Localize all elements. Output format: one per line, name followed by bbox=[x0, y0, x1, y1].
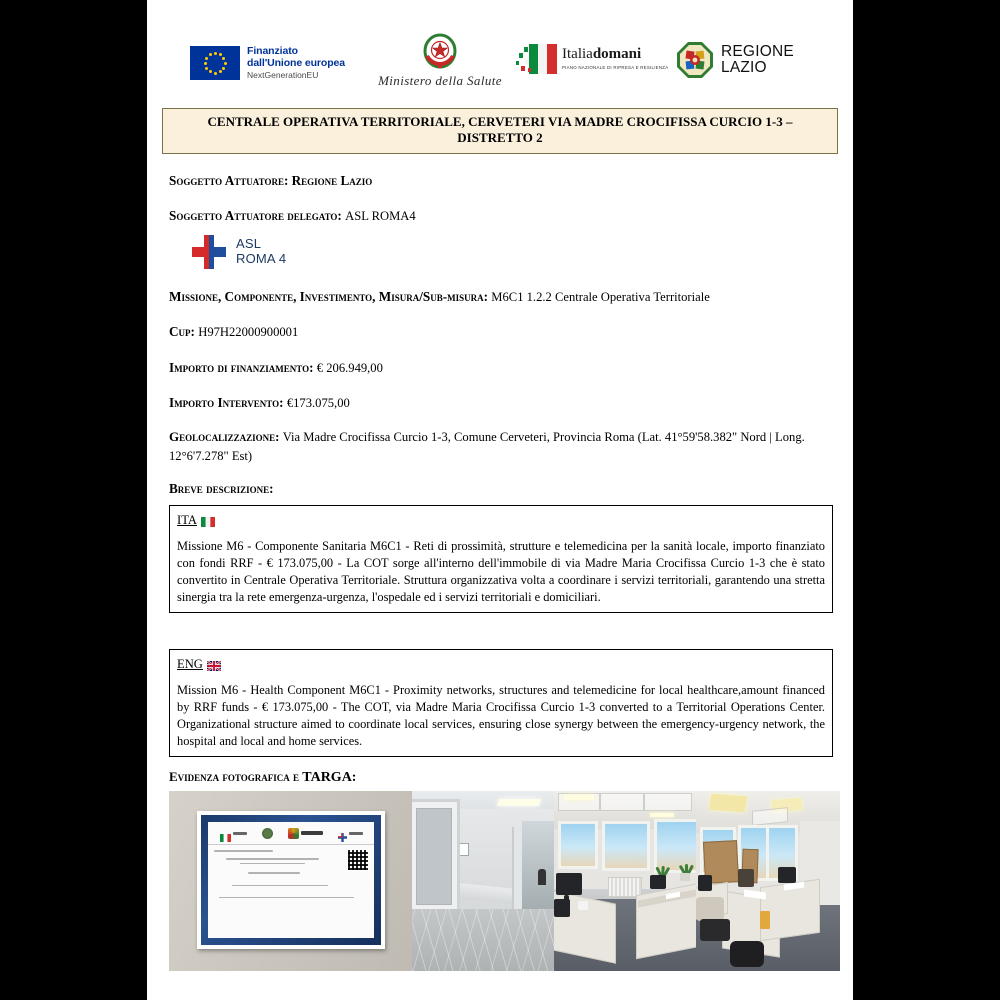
field-breve-descrizione bbox=[169, 480, 833, 497]
ceiling-tile bbox=[644, 793, 692, 811]
office-chair bbox=[730, 941, 764, 967]
office-equipment bbox=[650, 875, 666, 889]
field-geolocalizzazione-value: Via Madre Crocifissa Curcio 1-3, Comune Cerveteri, Provincia Roma (Lat. 41°59'58.382" Nord | Long. 12°6'7.278" Est) bbox=[169, 430, 805, 464]
plaque-text-line bbox=[214, 850, 273, 852]
ministry-of-health-logo bbox=[375, 32, 505, 89]
field-importo-finanziamento bbox=[169, 359, 833, 376]
plaque-asl-logo bbox=[338, 829, 363, 838]
language-tag-eng bbox=[177, 657, 221, 672]
eu-logo-line3: NextGenerationEU bbox=[247, 69, 319, 80]
plaque-text-line bbox=[248, 872, 300, 874]
ceiling-tile bbox=[600, 793, 644, 811]
document-body bbox=[147, 172, 853, 972]
plaque-text-line bbox=[219, 897, 355, 898]
description-box-ita bbox=[169, 505, 833, 613]
description-text-eng: Mission M6 - Health Component M6C1 - Proximity networks, structures and telemedicine for local healthcare,amount financed by RRF funds - € 173.075,00 - The COT, via Madre Maria Crocifissa Curcio 1-3 converted to a Territorial Operations Center. Organizational structure aimed to coordinate local services, ensuring close synergy between the emergency-urgency network, the hospital and local and home services. bbox=[177, 683, 825, 749]
field-breve-descrizione-label: Breve descrizione: bbox=[169, 481, 274, 497]
page-title: CENTRALE OPERATIVA TERRITORIALE, CERVETERI VIA MADRE CROCIFISSA CURCIO 1-3 – DISTRETTO 2 bbox=[162, 108, 838, 154]
waste-bin bbox=[760, 911, 770, 929]
ceiling-light bbox=[564, 795, 594, 800]
photo-section-heading-big: TARGA: bbox=[302, 770, 357, 786]
asl-roma-4-cross-icon bbox=[338, 829, 347, 838]
computer-monitor bbox=[698, 875, 712, 891]
description-box-eng bbox=[169, 649, 833, 757]
office-chair-back bbox=[738, 869, 754, 887]
pnrr-plaque bbox=[197, 811, 385, 949]
field-cup-value: H97H22000900001 bbox=[198, 325, 299, 340]
italian-republic-emblem-icon bbox=[422, 32, 458, 72]
field-soggetto-attuatore-label: Soggetto Attuatore: bbox=[169, 172, 289, 188]
eu-logo-line1: Finanziato bbox=[247, 45, 298, 57]
field-soggetto-attuatore-delegato-value: ASL ROMA4 bbox=[345, 208, 416, 223]
cup bbox=[578, 901, 588, 910]
italiadomani-name-light: Italia bbox=[562, 46, 593, 63]
photo-corridor bbox=[412, 791, 554, 971]
field-importo-finanziamento-label: Importo di finanziamento: bbox=[169, 359, 314, 375]
italian-flag-icon bbox=[220, 829, 231, 837]
field-importo-intervento-value: €173.075,00 bbox=[286, 396, 350, 411]
plaque-text-line bbox=[240, 863, 305, 865]
logo-header-bar bbox=[147, 30, 853, 102]
italian-republic-emblem-icon bbox=[262, 828, 273, 839]
corridor-floor bbox=[412, 909, 554, 971]
qr-code-icon bbox=[347, 849, 369, 871]
language-tag-eng-label: ENG bbox=[177, 657, 203, 672]
ceiling-light bbox=[497, 799, 541, 806]
italiadomani-subtitle: PIANO NAZIONALE DI RIPRESA E RESILIENZA bbox=[562, 64, 669, 70]
field-soggetto-attuatore-value: Regione Lazio bbox=[291, 172, 373, 188]
asl-logo-line1: ASL bbox=[236, 236, 262, 252]
field-soggetto-attuatore bbox=[169, 172, 833, 189]
office-chair bbox=[696, 897, 724, 921]
eu-flag-icon bbox=[190, 46, 240, 80]
field-cup-label: Cup: bbox=[169, 324, 195, 340]
language-tag-ita bbox=[177, 513, 215, 528]
field-soggetto-attuatore-delegato bbox=[169, 207, 833, 224]
plaque-blue-frame bbox=[201, 815, 381, 945]
plaque-regione-lazio-logo bbox=[288, 828, 323, 839]
field-importo-intervento bbox=[169, 394, 833, 411]
plaque-asl-wordmark bbox=[349, 832, 363, 835]
photo-office-2 bbox=[696, 791, 840, 971]
document-page bbox=[147, 0, 853, 1000]
regione-lazio-emblem-icon bbox=[288, 828, 299, 839]
field-missione-value: M6C1 1.2.2 Centrale Operativa Territoriale bbox=[491, 290, 710, 305]
photo-section-heading-small: Evidenza fotografica e bbox=[169, 769, 303, 785]
photo-plaque bbox=[169, 791, 412, 971]
plaque-regione-lazio-wordmark bbox=[301, 831, 323, 835]
language-tag-ita-label: ITA bbox=[177, 513, 197, 528]
plant-pot bbox=[680, 873, 690, 881]
person-silhouette bbox=[538, 869, 546, 885]
computer-monitor bbox=[554, 899, 570, 917]
field-cup bbox=[169, 323, 833, 340]
field-geolocalizzazione bbox=[169, 428, 833, 466]
plaque-italiadomani-wordmark bbox=[233, 832, 247, 835]
italiadomani-name-bold: domani bbox=[592, 46, 642, 63]
italian-flag-icon bbox=[201, 516, 215, 526]
ceiling-light bbox=[650, 813, 674, 817]
italiadomani-logo bbox=[515, 44, 668, 74]
field-missione-label: Missione, Componente, Investimento, Misura/Sub-misura: bbox=[169, 289, 488, 305]
ministry-name-label: Ministero della Salute bbox=[378, 73, 502, 88]
field-importo-intervento-label: Importo Intervento: bbox=[169, 395, 284, 411]
italian-flag-icon bbox=[515, 44, 557, 74]
asl-logo-line2: ROMA 4 bbox=[236, 251, 287, 267]
ceiling-light bbox=[709, 794, 748, 813]
photo-office-1 bbox=[554, 791, 696, 971]
field-missione bbox=[169, 288, 833, 305]
plaque-text-line bbox=[232, 885, 327, 887]
plaque-italiadomani-logo bbox=[220, 829, 247, 837]
field-soggetto-attuatore-delegato-label: Soggetto Attuatore delegato: bbox=[169, 207, 342, 223]
eu-logo-line2: dall'Unione europea bbox=[247, 56, 346, 69]
computer-monitor bbox=[778, 867, 796, 883]
regione-lazio-logo bbox=[677, 42, 794, 78]
plaque-white-card bbox=[208, 822, 374, 938]
regione-lazio-line1: REGIONE bbox=[721, 42, 794, 60]
photo-strip bbox=[169, 791, 840, 971]
office-window bbox=[558, 821, 598, 869]
office-chair bbox=[700, 919, 730, 941]
regione-lazio-line2: LAZIO bbox=[721, 59, 767, 76]
plaque-text-block bbox=[208, 845, 374, 905]
regione-lazio-emblem-icon bbox=[677, 42, 713, 78]
field-geolocalizzazione-label: Geolocalizzazione: bbox=[169, 429, 280, 445]
asl-roma-4-cross-icon bbox=[191, 234, 227, 270]
plaque-logo-row bbox=[208, 822, 374, 845]
asl-roma-4-logo bbox=[191, 234, 833, 270]
eu-funding-logo bbox=[190, 46, 345, 80]
computer-monitor bbox=[556, 873, 582, 895]
office-window bbox=[602, 821, 650, 871]
description-text-ita: Missione M6 - Componente Sanitaria M6C1 - Reti di prossimità, strutture e telemedicina per la sanità locale, importo finanziato con fondi RRF - € 173.075,00 - La COT sorge all'interno dell'immobile di via Madre Maria Crocifissa Curcio 1-3 che è stato convertito in Centrale Operativa Territoriale. Struttura organizzativa volta a coordinare i servizi territoriali, garantendo una stretta sinergia tra la rete emergenza-urgenza, l'ospedale ed i servizi territoriali e domiciliari. bbox=[177, 539, 825, 605]
photo-section-heading bbox=[169, 769, 833, 786]
plaque-text-line bbox=[226, 858, 318, 860]
field-importo-finanziamento-value: € 206.949,00 bbox=[316, 360, 383, 375]
united-kingdom-flag-icon bbox=[207, 660, 221, 670]
